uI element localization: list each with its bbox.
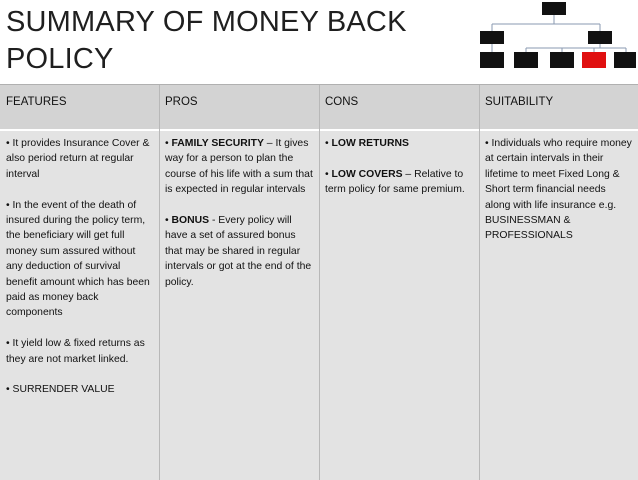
bullet: • <box>165 215 172 227</box>
feature-item: • It provides Insurance Cover & also period return at regular interval <box>6 138 150 180</box>
org-box-bottom-2 <box>514 52 538 68</box>
org-box-top <box>542 2 566 15</box>
summary-table <box>0 84 638 480</box>
cons-item <box>325 167 473 198</box>
suitability-item: • Individuals who require money at certain intervals in their lifetime to meet Fixed Long & Short term financial needs along with life insurance e.g. BUSINESSMAN & PROFESSIONALS <box>485 138 632 242</box>
cons-item-title: LOW RETURNS <box>331 138 409 149</box>
pros-item-title: FAMILY SECURITY <box>171 138 264 149</box>
bullet: • <box>165 138 172 149</box>
org-chart-graphic <box>478 0 638 70</box>
feature-item: • In the event of the death of insured during the policy term, the beneficiary will get full money sum assured without any deduction of survival benefit amount which has been paid as money back components <box>6 199 150 319</box>
cons-item-text: – Relative to term policy for same premium. <box>325 168 465 196</box>
page-title: SUMMARY OF MONEY BACK POLICY <box>6 6 407 75</box>
org-box-mid-right <box>588 31 612 44</box>
column-divider <box>319 85 320 480</box>
cons-item <box>325 136 473 151</box>
org-box-bottom-5 <box>614 52 636 68</box>
header-features: FEATURES <box>6 96 67 108</box>
feature-item: • It yield low & fixed returns as they are not market linked. <box>6 338 145 365</box>
org-box-bottom-3 <box>550 52 574 68</box>
cons-item-title: LOW COVERS <box>331 168 403 180</box>
suitability-cell <box>485 136 633 259</box>
header-cons: CONS <box>325 96 359 108</box>
org-box-bottom-4 <box>582 52 606 68</box>
header-suitability: SUITABILITY <box>485 96 554 108</box>
column-divider <box>479 85 480 480</box>
cons-cell <box>325 136 473 213</box>
pros-item <box>165 213 313 290</box>
pros-item-title: BONUS <box>171 215 210 227</box>
pros-item-text: – It gives way for a person to plan the course of his life with a sum that is expected in regular intervals <box>165 138 313 196</box>
header-pros: PROS <box>165 96 198 108</box>
bullet: • <box>325 138 332 149</box>
pros-cell <box>165 136 313 305</box>
pros-item-text: - Every policy will have a set of assured bonus that may be shared in regular intervals or got at the end of the policy. <box>165 215 312 288</box>
org-box-mid-left <box>480 31 504 44</box>
org-box-bottom-1 <box>480 52 504 68</box>
bullet: • <box>325 168 332 180</box>
features-cell <box>6 136 154 413</box>
column-divider <box>159 85 160 480</box>
feature-item: • SURRENDER VALUE <box>6 384 115 396</box>
pros-item <box>165 136 313 198</box>
